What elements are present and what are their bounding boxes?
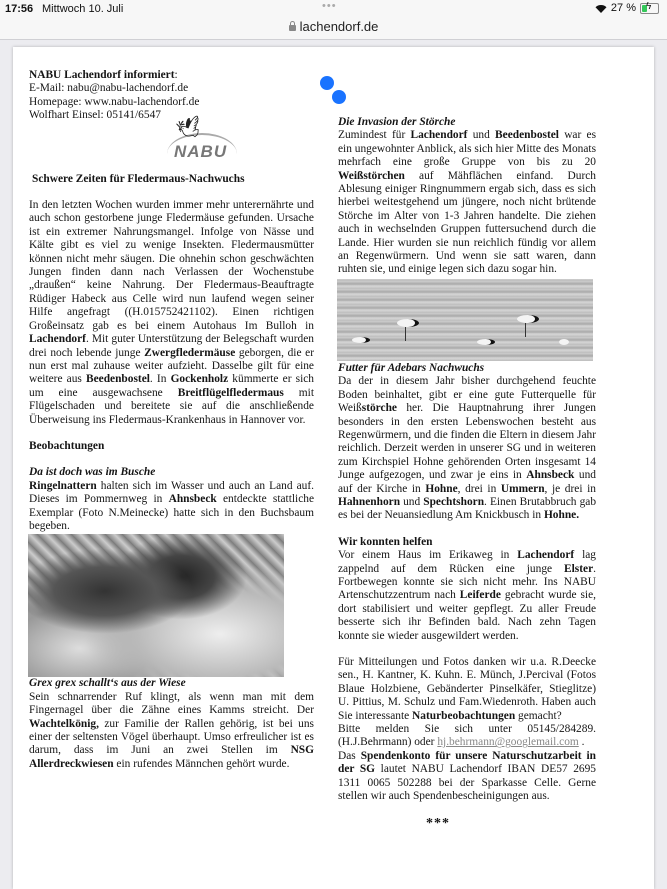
crake-title: Grex grex schallt‘s aus der Wiese — [29, 677, 186, 690]
contact-block: NABU Lachendorf informiert: E-Mail: nabu@nabu-lachendorf.de Homepage: www.nabu-lachendorf.de Wolfhart Einsel: 05141/6547 — [29, 69, 200, 122]
wifi-icon — [595, 4, 607, 13]
right-column — [338, 66, 596, 831]
end-stars: *** — [426, 816, 450, 832]
storks-photo — [337, 279, 593, 361]
storks-title: Die Invasion der Störche — [338, 116, 456, 128]
food-body: Da der in diesem Jahr bisher durchgehend feuchte Boden beinhaltet, gibt er eine gute Futterquelle für Weißstörche her. Die Hauptnahrung ihrer Jungen besonders in den ersten Lebenswochen besteht aus Regenwürmern, und die finden die Eltern in diesem Jahr reichlich. Derzeit werden in unserer SG und in weiteren zum Kirchspiel Hohne gehörenden Orten insgesamt 14 Junge aufgezogen, und zwar je eins in Ahnsbeck und auf der Kirche in Hohne, drei in Ummern, je drei in Hahnenhorn und Spechtshorn. Einen Brutabbruch gab es bei der Neuansiedlung Am Knickbusch in Hohne. — [338, 375, 597, 522]
status-date: Mittwoch 10. Juli — [42, 3, 124, 15]
snake-title: Da ist doch was im Busche — [29, 466, 156, 479]
header-title: NABU Lachendorf informiert — [29, 69, 175, 81]
logo-text: NABU — [174, 141, 228, 161]
crake-body: Sein schnarrender Ruf klingt, als wenn man mit dem Fingernagel über die Zähne eines Kamms streicht. Der Wachtelkönig, zur Familie der Rallen gehörig, ist bei uns einer der seltensten Vögel überhaupt. Umso erfreulicher ist es darum, dass im Juni an zwei Stellen im NSG Allerdreckwiesen ein rufendes Männchen gehört wurde. — [29, 690, 314, 770]
nabu-logo — [159, 114, 249, 171]
status-bar — [0, 0, 667, 19]
multitasking-dots[interactable]: ••• — [322, 0, 337, 12]
url-domain[interactable]: lachendorf.de — [299, 19, 379, 34]
bats-title: Schwere Zeiten für Fledermaus-Nachwuchs — [32, 172, 245, 185]
help-body: Vor einem Haus im Erikaweg in Lachendorf lag zappelnd auf dem Rücken eine junge Elster. Fortbewegen konnte sie sich nicht mehr. Ins NABU Artenschutzzentrum nach Leiferde gebracht wurde sie, dort stabilisiert und weiter gepflegt. Zu aller Freude besserte sich ihr Befinden bald. Nach zehn Tagen konnte sie wieder ausgewildert werden. — [338, 549, 596, 642]
help-title: Wir konnten helfen — [338, 535, 433, 548]
selection-handle-start[interactable] — [320, 76, 334, 90]
battery-charging-icon: ϟ — [640, 3, 659, 14]
phone-line: Wolfhart Einsel: 05141/6547 — [29, 109, 161, 122]
email-link[interactable]: hj.behrmann@googlemail.com — [437, 736, 579, 749]
contact-request: Bitte melden Sie sich unter 05145/284289. (H.J.Behrmann) oder hj.behrmann@googlemail.com . — [338, 723, 596, 749]
address-bar[interactable] — [0, 19, 667, 40]
observations-heading: Beobachtungen — [29, 439, 105, 452]
storks-body: Zumindest für Lachendorf und Beedenbostel war es ein ungewohnter Anblick, als sich hier Mitte des Monats mehrfach eine große Gruppe von bis zu 20 Weißstörchen auf Mähflächen einfand. Durch Ablesung einiger Ringnummern ergab sich, dass es sich hierbei weitestgehend um jüngere, noch nicht brütende Störche im Alter von 1-3 Jahren handelte. Die ziehen auch in wechselnden Gruppen futtersuchend durch die Lande. Hier wurden sie nun reichlich fündig vor allem an Regenwürmern. Und wenn sie satt waren, dann ruhten sie, und einige legen sich dazu sogar hin. — [338, 129, 597, 276]
thanks-body: Für Mitteilungen und Fotos danken wir u.a. R.Deecke sen., H. Kantner, K. Kuhn. E. Münch, J.Percival (Fotos Blaue Holzbiene, Gebänderter Pinselkäfer, Stieglitze) U. Pittius, M. Schulz und Fam.Wiedenroth. Haben auch Sie interessante Naturbeobachtungen gemacht? — [338, 656, 596, 722]
food-title: Futter für Adebars Nachwuchs — [338, 361, 485, 374]
status-time: 17:56 — [5, 3, 34, 15]
grass-snake-photo — [28, 534, 284, 677]
email-line: E-Mail: nabu@nabu-lachendorf.de — [29, 82, 189, 95]
bats-body: In den letzten Wochen wurden immer mehr unterernährte und auch schon gestorbene junge Fledermäuse gefunden. Ursache ist ein extremer Nahrungsmangel. Infolge von Nässe und Kälte gibt es viel zu wenige Insekten. Fledermausmütter können nicht mehr säugen. Die ohnehin schon geschwächten Jungen finden dann nach Verlassen der Wochenstube „draußen“ keine Nahrung. Der Fledermaus-Beauftragte Rüdiger Habeck aus Celle wird nun laufend wegen seiner Hilfe angefragt ((H.015752421102). Einen richtigen Großeinsatz gab es bei einem Autohaus Im Bulloh in Lachendorf. Mit guter Unterstützung der Belegschaft wurden drei noch lebende junge Zwergfledermäuse geborgen, die er nun erst mal zuhause weiter aufzieht. Dasselbe gilt für eine weitere aus Beedenbostel. In Gockenholz kümmerte er sich um eine ausgewachsene Breitflügelfledermaus mit Flügelschaden und bereitete sie auf die anschließende Überweisung ins Fledermaus-Krankenhaus in Hannover vor. — [29, 199, 314, 426]
left-column — [29, 69, 314, 771]
battery-percent: 27 % — [610, 2, 636, 14]
stork-icon: 🕊 — [174, 114, 205, 143]
homepage-line: Homepage: www.nabu-lachendorf.de — [29, 95, 200, 108]
lock-icon — [289, 25, 296, 31]
donation-info: Das Spendenkonto für unsere Naturschutzarbeit in der SG lautet NABU Lachendorf IBAN DE57 2695 1311 0065 502288 bei der Sparkasse Celle. Gerne stellen wir auch Spendenbescheinigungen aus. — [338, 749, 596, 803]
snake-body: Ringelnattern halten sich im Wasser und auch an Land auf. Dieses im Pommernweg in Ahnsbeck entdeckte stattliche Exemplar (Foto N.Meinecke) hatte sich in den Buchsbaum begeben. — [29, 479, 315, 532]
